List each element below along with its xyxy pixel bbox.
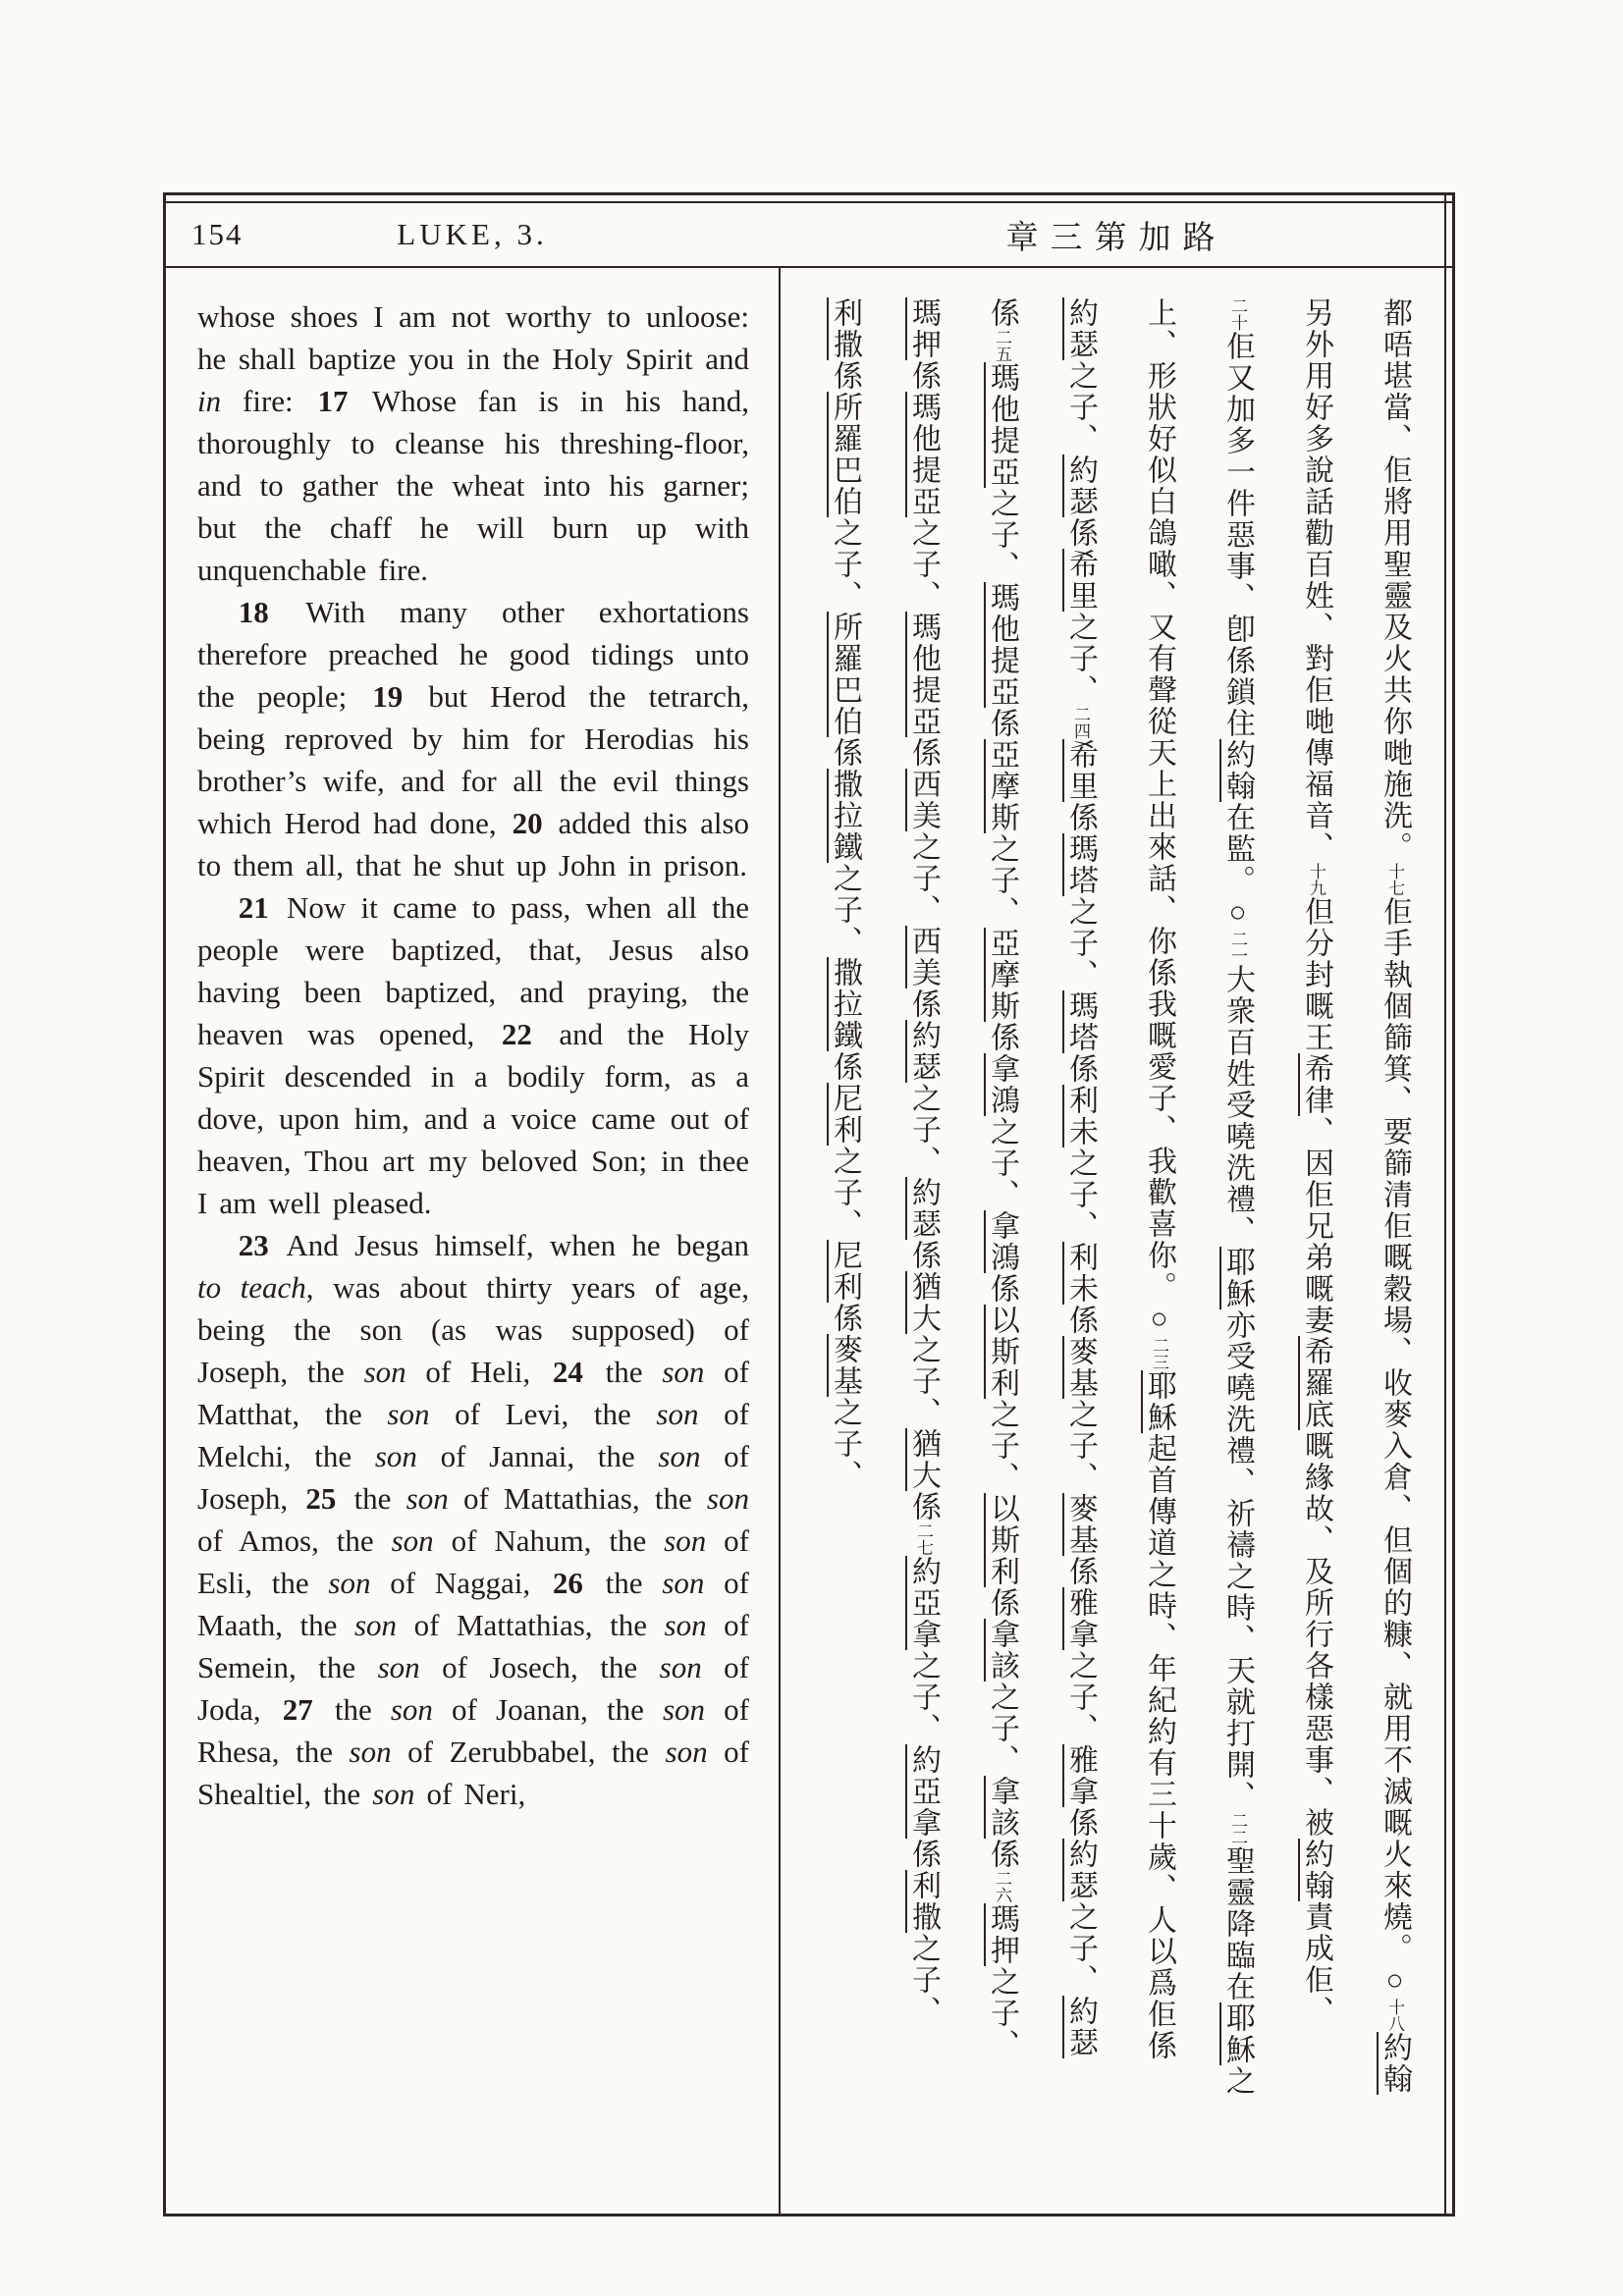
text-run: 之子、 bbox=[829, 517, 861, 612]
proper-name: 猶大 bbox=[907, 1271, 940, 1334]
text-run: 但分封嘅王 bbox=[1300, 896, 1332, 1053]
text-run: 係 bbox=[986, 297, 1018, 329]
text-run: of Shealtiel, the bbox=[197, 1735, 749, 1811]
proper-name: 利未 bbox=[1064, 1085, 1097, 1148]
proper-name: 約瑟 bbox=[1064, 454, 1097, 517]
text-run: 係 bbox=[829, 1051, 861, 1083]
text-run: of Rhesa, the bbox=[197, 1692, 749, 1769]
proper-name: 利撒 bbox=[907, 1870, 940, 1933]
paragraph bbox=[197, 886, 749, 1224]
header-title-english: LUKE, 3. bbox=[397, 217, 548, 251]
text-run: 係 bbox=[829, 1303, 861, 1334]
text-run: 責成佢、 bbox=[1300, 1901, 1332, 2027]
verse-number-mark: 十九 bbox=[1307, 863, 1325, 896]
text-run: 之子、 bbox=[1064, 1650, 1097, 1744]
proper-name: 拿該 bbox=[986, 1776, 1018, 1839]
verse-number: 23 bbox=[238, 1228, 269, 1262]
proper-name: 約瑟 bbox=[1064, 297, 1097, 360]
text-run: 佢手執個篩箕、要篩清佢嘅穀場、收麥入倉、但個的糠、就用不滅嘅火來燒。○ bbox=[1379, 896, 1411, 1999]
verse-number-mark: 二三 bbox=[1150, 1337, 1168, 1370]
text-run: 係 bbox=[1064, 1053, 1097, 1085]
text-run: of Esli, the bbox=[197, 1523, 749, 1600]
text-run: son bbox=[377, 1650, 420, 1684]
proper-name: 約翰 bbox=[1300, 1839, 1332, 1901]
text-run: 係 bbox=[1064, 802, 1097, 833]
text-run: 之子、 bbox=[907, 831, 940, 926]
proper-name: 西美 bbox=[907, 926, 940, 988]
text-run: 係 bbox=[986, 1587, 1018, 1619]
text-run: son bbox=[706, 1481, 749, 1516]
text-run: 之子、 bbox=[907, 1083, 940, 1177]
chinese-vertical-column bbox=[979, 297, 1024, 2190]
text-run: of Joda, bbox=[197, 1650, 749, 1727]
paragraph bbox=[197, 591, 749, 886]
chinese-vertical-column bbox=[1136, 297, 1181, 2190]
text-run: son bbox=[664, 1523, 707, 1558]
text-run: son bbox=[658, 1439, 701, 1473]
page-number: 154 bbox=[191, 217, 243, 251]
text-run: 之子、 bbox=[1064, 896, 1097, 990]
text-run: 聖靈降臨在 bbox=[1221, 1845, 1254, 2002]
proper-name: 希里 bbox=[1064, 549, 1097, 612]
proper-name: 耶穌 bbox=[1143, 1370, 1175, 1433]
text-run: the bbox=[585, 1355, 663, 1389]
text-run: Now it came to pass, when all the people were baptized, that, Jesus also having been baptized, and praying, the heaven was opened, bbox=[197, 890, 749, 1051]
chinese-vertical-column bbox=[822, 297, 867, 2190]
text-run: 大衆百姓受嘵洗禮、 bbox=[1221, 964, 1254, 1247]
text-run: of Semein, the bbox=[197, 1608, 750, 1684]
text-run: 之子、 bbox=[986, 1116, 1018, 1210]
text-run: son bbox=[390, 1692, 433, 1727]
proper-name: 瑪他提亞 bbox=[907, 612, 940, 737]
proper-name: 約瑟 bbox=[907, 1020, 940, 1083]
text-run: 係 bbox=[907, 1839, 940, 1870]
verse-number-mark: 二六 bbox=[993, 1870, 1011, 1903]
text-run: 之子、 bbox=[1064, 1148, 1097, 1242]
text-run: son bbox=[662, 1566, 705, 1600]
text-run: 嘅緣故、及所行各樣惡事、被 bbox=[1300, 1430, 1332, 1839]
text-run: 係 bbox=[907, 1491, 940, 1522]
text-run: of Heli, bbox=[406, 1355, 550, 1389]
verse-number: 20 bbox=[512, 806, 543, 840]
text-run: 係 bbox=[907, 1240, 940, 1271]
text-run: of Neri, bbox=[414, 1777, 526, 1811]
proper-name: 瑪塔 bbox=[1064, 833, 1097, 896]
proper-name: 瑪他提亞 bbox=[986, 362, 1018, 488]
verse-number-mark: 二五 bbox=[993, 329, 1011, 362]
text-run: son bbox=[353, 1608, 398, 1642]
text-run: of Zerubbabel, the bbox=[391, 1735, 666, 1769]
text-run: of Naggai, bbox=[370, 1566, 550, 1600]
text-run: of Joanan, the bbox=[432, 1692, 663, 1727]
page-header bbox=[166, 203, 1442, 266]
text-run: son bbox=[662, 1692, 706, 1727]
text-run: and the Holy Spirit descended in a bodily form, as a dove, upon him, and a voice came out of heaven, Thou art my beloved Son; in thee I am well pleased. bbox=[197, 1017, 749, 1220]
proper-name: 瑪他提亞 bbox=[907, 392, 940, 517]
proper-name: 以斯利 bbox=[986, 1305, 1018, 1399]
paragraph bbox=[197, 1224, 749, 1815]
page-body bbox=[166, 268, 1452, 2214]
text-run: 之子、 bbox=[829, 863, 861, 957]
text-run: son bbox=[665, 1735, 708, 1769]
proper-name: 拿鴻 bbox=[986, 1053, 1018, 1116]
text-run: son bbox=[662, 1355, 705, 1389]
chinese-vertical-column bbox=[1372, 297, 1417, 2190]
text-run: to teach bbox=[197, 1270, 306, 1305]
text-run: 之子、 bbox=[986, 1399, 1018, 1493]
text-run: of Mattathias, the bbox=[448, 1481, 707, 1516]
proper-name: 利未 bbox=[1064, 1242, 1097, 1305]
text-run: of Jannai, the bbox=[416, 1439, 659, 1473]
text-run: 係 bbox=[986, 708, 1018, 739]
proper-name: 亞摩斯 bbox=[986, 928, 1018, 1022]
text-run: 係 bbox=[1064, 517, 1097, 549]
text-run: son bbox=[349, 1735, 392, 1769]
text-run: in bbox=[197, 384, 222, 418]
proper-name: 尼利 bbox=[829, 1083, 861, 1146]
text-run: 係 bbox=[1064, 1305, 1097, 1336]
chinese-text-column bbox=[781, 268, 1452, 2214]
text-run: 係 bbox=[907, 737, 940, 769]
text-run: 之子、 bbox=[907, 1933, 940, 2027]
text-run: 之 bbox=[1221, 2065, 1254, 2097]
proper-name: 耶穌 bbox=[1221, 1247, 1254, 1309]
text-run: of Mattathias, the bbox=[397, 1608, 665, 1642]
proper-name: 撒拉鐵 bbox=[829, 769, 861, 863]
text-run: son bbox=[387, 1397, 430, 1431]
verse-number: 19 bbox=[372, 679, 404, 714]
proper-name: 約瑟 bbox=[907, 1177, 940, 1240]
text-run: 係 bbox=[1064, 1807, 1097, 1839]
verse-number: 22 bbox=[501, 1017, 532, 1051]
text-run: 之子、 bbox=[986, 488, 1018, 582]
proper-name: 耶穌 bbox=[1221, 2002, 1254, 2065]
verse-number: 24 bbox=[552, 1355, 583, 1389]
text-run: of Amos, the bbox=[197, 1523, 392, 1558]
proper-name: 以斯利 bbox=[986, 1493, 1018, 1587]
verse-number: 17 bbox=[317, 384, 349, 418]
text-run: of Melchi, the bbox=[197, 1397, 749, 1473]
text-run: 之子、 bbox=[829, 1397, 861, 1491]
english-text-column bbox=[166, 268, 779, 2214]
proper-name: 雅拿 bbox=[1064, 1744, 1097, 1807]
text-run: added this also to them all, that he shut up John in prison. bbox=[197, 806, 750, 882]
text-run: son bbox=[406, 1481, 449, 1516]
proper-name: 瑪押 bbox=[986, 1903, 1018, 1966]
header-title-chinese: 章三第加路 bbox=[1005, 220, 1227, 256]
proper-name: 約瑟 bbox=[1064, 1996, 1097, 2058]
verse-number-mark: 二一 bbox=[1228, 931, 1247, 964]
text-run: of Levi, the bbox=[429, 1397, 657, 1431]
text-run: 之子、 bbox=[986, 1682, 1018, 1776]
text-run: son bbox=[374, 1439, 417, 1473]
text-run: of Nahum, the bbox=[433, 1523, 665, 1558]
proper-name: 所羅巴伯 bbox=[829, 392, 861, 517]
chinese-vertical-column bbox=[1215, 297, 1260, 2190]
text-run: 之子、 bbox=[1064, 1901, 1097, 1996]
verse-number-mark: 二七 bbox=[914, 1522, 933, 1556]
text-run: of Joseph, bbox=[197, 1439, 749, 1516]
chinese-vertical-column bbox=[1057, 297, 1103, 2190]
text-run: 亦受嘵洗禮、祈禱之時、天就打開、 bbox=[1221, 1309, 1254, 1812]
verse-number-mark: 十七 bbox=[1385, 863, 1404, 896]
text-run: 係 bbox=[986, 1273, 1018, 1305]
chinese-vertical-column bbox=[900, 297, 946, 2190]
verse-number: 25 bbox=[305, 1481, 337, 1516]
text-run: whose shoes I am not worthy to unloose: he shall baptize you in the Holy Spirit and bbox=[197, 299, 749, 376]
proper-name: 拿該 bbox=[986, 1619, 1018, 1682]
verse-number-mark: 二十 bbox=[1228, 297, 1247, 331]
text-run: 之子、 bbox=[907, 1334, 940, 1428]
proper-name: 麥基 bbox=[1064, 1336, 1097, 1399]
text-run: of Maath, the bbox=[197, 1566, 750, 1642]
text-run: son bbox=[659, 1650, 702, 1684]
proper-name: 麥基 bbox=[1064, 1493, 1097, 1556]
verse-number-mark: 十八 bbox=[1385, 1999, 1404, 2032]
proper-name: 希羅底 bbox=[1300, 1336, 1332, 1430]
text-run: 上、形狀好似白鴿噉、又有聲從天上出來話、你係我嘅愛子、我歡喜你。○ bbox=[1143, 297, 1175, 1337]
text-run: 係 bbox=[986, 1022, 1018, 1053]
proper-name: 拿鴻 bbox=[986, 1210, 1018, 1273]
text-run: 係 bbox=[907, 988, 940, 1020]
verse-number: 27 bbox=[282, 1692, 313, 1727]
text-run: 佢又加多一件惡事、卽係鎖住 bbox=[1221, 331, 1254, 739]
text-run: 起首傳道之時、年紀約有三十歲、人以爲佢係 bbox=[1143, 1433, 1175, 2061]
proper-name: 瑪押 bbox=[907, 297, 940, 360]
paragraph bbox=[197, 295, 749, 591]
text-run: 之子、 bbox=[907, 517, 940, 612]
text-run: 係 bbox=[829, 737, 861, 769]
text-run: 係 bbox=[986, 1839, 1018, 1870]
verse-number: 21 bbox=[238, 890, 269, 925]
proper-name: 雅拿 bbox=[1064, 1587, 1097, 1650]
text-run: 之子、 bbox=[829, 1146, 861, 1240]
page-frame bbox=[163, 192, 1455, 2216]
text-run: 係 bbox=[1064, 1556, 1097, 1587]
verse-number: 26 bbox=[552, 1566, 583, 1600]
text-run: of Josech, the bbox=[419, 1650, 660, 1684]
proper-name: 約翰 bbox=[1379, 2032, 1411, 2095]
proper-name: 麥基 bbox=[829, 1334, 861, 1397]
text-run: 係 bbox=[907, 360, 940, 392]
chinese-vertical-column bbox=[1293, 297, 1338, 2190]
text-run: With many other exhortations therefore preached he good tidings unto the people; bbox=[197, 595, 749, 714]
verse-number: 18 bbox=[238, 595, 269, 629]
text-run: 在監。○ bbox=[1221, 802, 1254, 931]
proper-name: 西美 bbox=[907, 769, 940, 831]
text-run: the bbox=[339, 1481, 406, 1516]
text-run: son bbox=[363, 1355, 406, 1389]
text-run: 之子、 bbox=[986, 833, 1018, 928]
proper-name: 約亞拿 bbox=[907, 1556, 940, 1650]
text-run: of Matthat, the bbox=[197, 1355, 749, 1431]
text-run: son bbox=[664, 1608, 707, 1642]
text-run: son bbox=[328, 1566, 371, 1600]
text-run: 之子、 bbox=[1064, 612, 1097, 706]
text-run: 之子、 bbox=[986, 1966, 1018, 2060]
text-run: but Herod the tetrarch, being reproved by him for Herodias his brother’s wife, and for all the evil things which Herod had done, bbox=[197, 679, 750, 840]
text-run: 都唔堪當、佢將用聖靈及火共你哋施洗。 bbox=[1379, 297, 1411, 863]
proper-name: 約瑟 bbox=[1064, 1839, 1097, 1901]
text-run: son bbox=[372, 1777, 415, 1811]
proper-name: 亞摩斯 bbox=[986, 739, 1018, 833]
proper-name: 瑪塔 bbox=[1064, 990, 1097, 1053]
text-run: 係 bbox=[829, 360, 861, 392]
text-run: 、因佢兄弟嘅妻 bbox=[1300, 1116, 1332, 1336]
text-run: 之子、 bbox=[1064, 1399, 1097, 1493]
proper-name: 約亞拿 bbox=[907, 1744, 940, 1839]
text-run: the bbox=[585, 1566, 663, 1600]
verse-number-mark: 二四 bbox=[1071, 706, 1090, 739]
text-run: the bbox=[315, 1692, 391, 1727]
text-run: fire: bbox=[221, 384, 315, 418]
proper-name: 撒拉鐵 bbox=[829, 957, 861, 1051]
text-run: 之子、 bbox=[1064, 360, 1097, 454]
verse-number-mark: 二二 bbox=[1228, 1812, 1247, 1845]
text-run: 之子、 bbox=[907, 1650, 940, 1744]
proper-name: 利撒 bbox=[829, 297, 861, 360]
proper-name: 尼利 bbox=[829, 1240, 861, 1303]
text-run: son bbox=[391, 1523, 434, 1558]
text-run: , was about thirty years of age, being the son (as was supposed) of Joseph, the bbox=[197, 1270, 749, 1389]
proper-name: 猶大 bbox=[907, 1428, 940, 1491]
text-run: 另外用好多說話勸百姓、對佢哋傳福音、 bbox=[1300, 297, 1332, 863]
text-run: And Jesus himself, when he began bbox=[271, 1228, 749, 1262]
proper-name: 約翰 bbox=[1221, 739, 1254, 802]
proper-name: 所羅巴伯 bbox=[829, 612, 861, 737]
proper-name: 希律 bbox=[1300, 1053, 1332, 1116]
text-run: Whose fan is in his hand, thoroughly to cleanse his threshing-floor, and to gather the wheat into his garner; but the chaff he will burn up with unquenchable fire. bbox=[197, 384, 749, 587]
proper-name: 瑪他提亞 bbox=[986, 582, 1018, 708]
proper-name: 希里 bbox=[1064, 739, 1097, 802]
text-run: son bbox=[656, 1397, 699, 1431]
header-left-cell bbox=[166, 203, 779, 266]
